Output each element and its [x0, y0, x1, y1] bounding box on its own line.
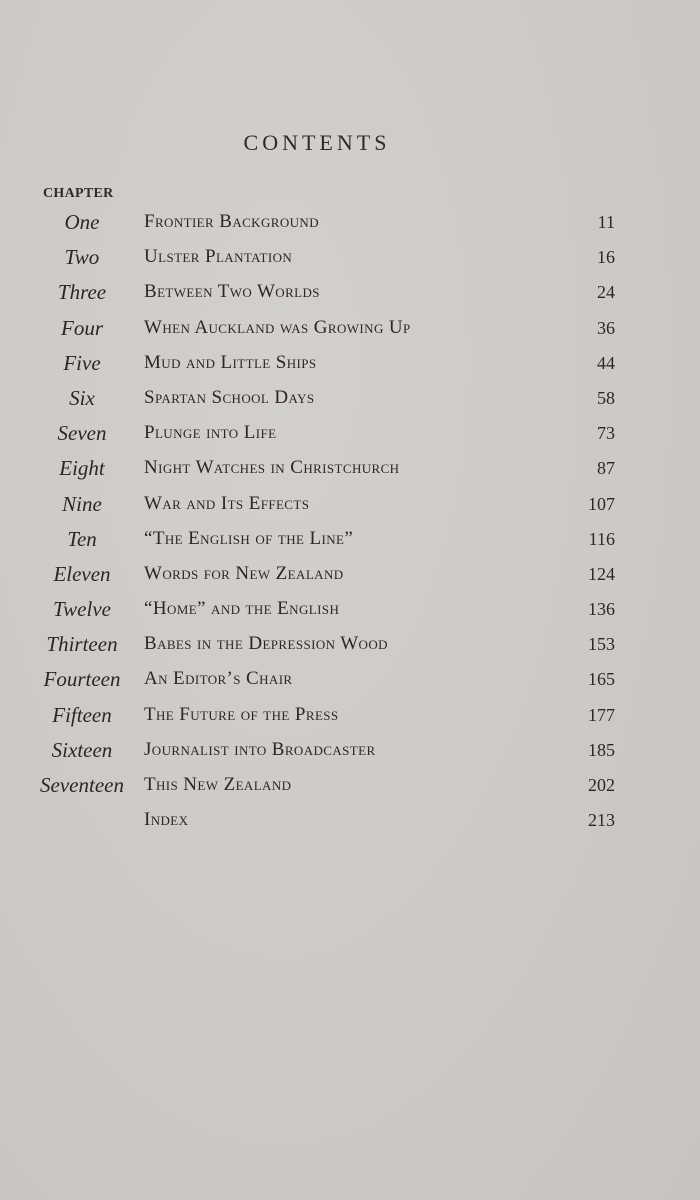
contents-entry — [0, 701, 700, 736]
chapter-number: Three — [57, 280, 107, 305]
page-number: 16 — [597, 247, 615, 268]
contents-entry — [0, 208, 700, 243]
contents-entry — [0, 490, 700, 525]
chapter-title: An Editor’s Chair — [144, 668, 293, 690]
chapter-number: Seventeen — [40, 773, 124, 797]
chapter-number: Eight — [59, 456, 105, 481]
contents-entry — [0, 665, 700, 700]
page-number: 213 — [588, 810, 615, 831]
chapter-title: Between Two Worlds — [144, 281, 320, 303]
contents-entry — [0, 771, 700, 806]
chapter-number: Thirteen — [46, 632, 118, 657]
chapter-title: When Auckland was Growing Up — [144, 316, 411, 338]
page-number: 58 — [597, 387, 615, 408]
page-number: 36 — [597, 317, 615, 338]
page-title: CONTENTS — [243, 130, 391, 155]
chapter-number: Sixteen — [51, 737, 113, 762]
chapter-number: Fourteen — [43, 667, 121, 692]
page-number: 165 — [588, 669, 615, 690]
contents-entry — [0, 630, 700, 665]
chapter-title: Journalist into Broadcaster — [144, 738, 376, 760]
chapter-title: Ulster Plantation — [144, 246, 293, 268]
chapter-number: Seven — [57, 421, 107, 446]
page-number: 124 — [588, 563, 615, 584]
page-number: 185 — [588, 739, 615, 760]
chapter-number: Twelve — [53, 597, 111, 622]
page-number: 107 — [588, 493, 615, 514]
chapter-number: Five — [63, 350, 101, 375]
contents-entry — [0, 314, 700, 349]
contents-entry — [0, 278, 700, 313]
page-number: 202 — [588, 775, 615, 795]
contents-entry — [0, 419, 700, 454]
page-number: 11 — [597, 212, 615, 232]
chapter-number: One — [64, 210, 100, 234]
contents-entry — [0, 595, 700, 630]
chapter-column-label: CHAPTER — [43, 186, 114, 201]
chapter-title: Spartan School Days — [144, 386, 315, 408]
page-number: 87 — [597, 458, 615, 479]
chapter-number: Eleven — [53, 561, 111, 586]
chapter-number: Ten — [67, 526, 97, 551]
chapter-title: Mud and Little Ships — [144, 351, 317, 373]
page-number: 116 — [588, 528, 615, 549]
chapter-title: Babes in the Depression Wood — [144, 633, 388, 655]
contents-entry — [0, 349, 700, 384]
chapter-title: Night Watches in Christchurch — [144, 457, 400, 479]
contents-entry — [0, 736, 700, 771]
page-number: 136 — [588, 599, 615, 620]
chapter-number: Six — [69, 385, 95, 410]
contents-entry — [0, 525, 700, 560]
chapter-title: The Future of the Press — [144, 703, 339, 725]
chapter-number: Two — [64, 245, 100, 270]
page-number: 24 — [597, 282, 615, 303]
contents-list — [0, 208, 700, 841]
index-title: Index — [144, 809, 189, 831]
page-number: 44 — [597, 352, 615, 373]
page-number: 177 — [588, 704, 615, 725]
contents-entry — [0, 384, 700, 419]
chapter-number: Four — [61, 315, 103, 340]
contents-entry-index — [0, 806, 700, 841]
contents-entry — [0, 243, 700, 278]
contents-entry — [0, 560, 700, 595]
chapter-number: Nine — [62, 491, 102, 516]
chapter-title: Plunge into Life — [144, 422, 277, 444]
chapter-title: “The English of the Line” — [144, 527, 354, 549]
chapter-title: Frontier Background — [144, 211, 319, 232]
chapter-title: Words for New Zealand — [144, 562, 344, 584]
chapter-number: Fifteen — [52, 702, 112, 727]
chapter-title: “Home” and the English — [144, 598, 340, 620]
chapter-title: This New Zealand — [144, 774, 292, 795]
chapter-title: War and Its Effects — [144, 492, 310, 514]
contents-entry — [0, 454, 700, 489]
page-number: 73 — [597, 423, 615, 444]
page-number: 153 — [588, 634, 615, 655]
